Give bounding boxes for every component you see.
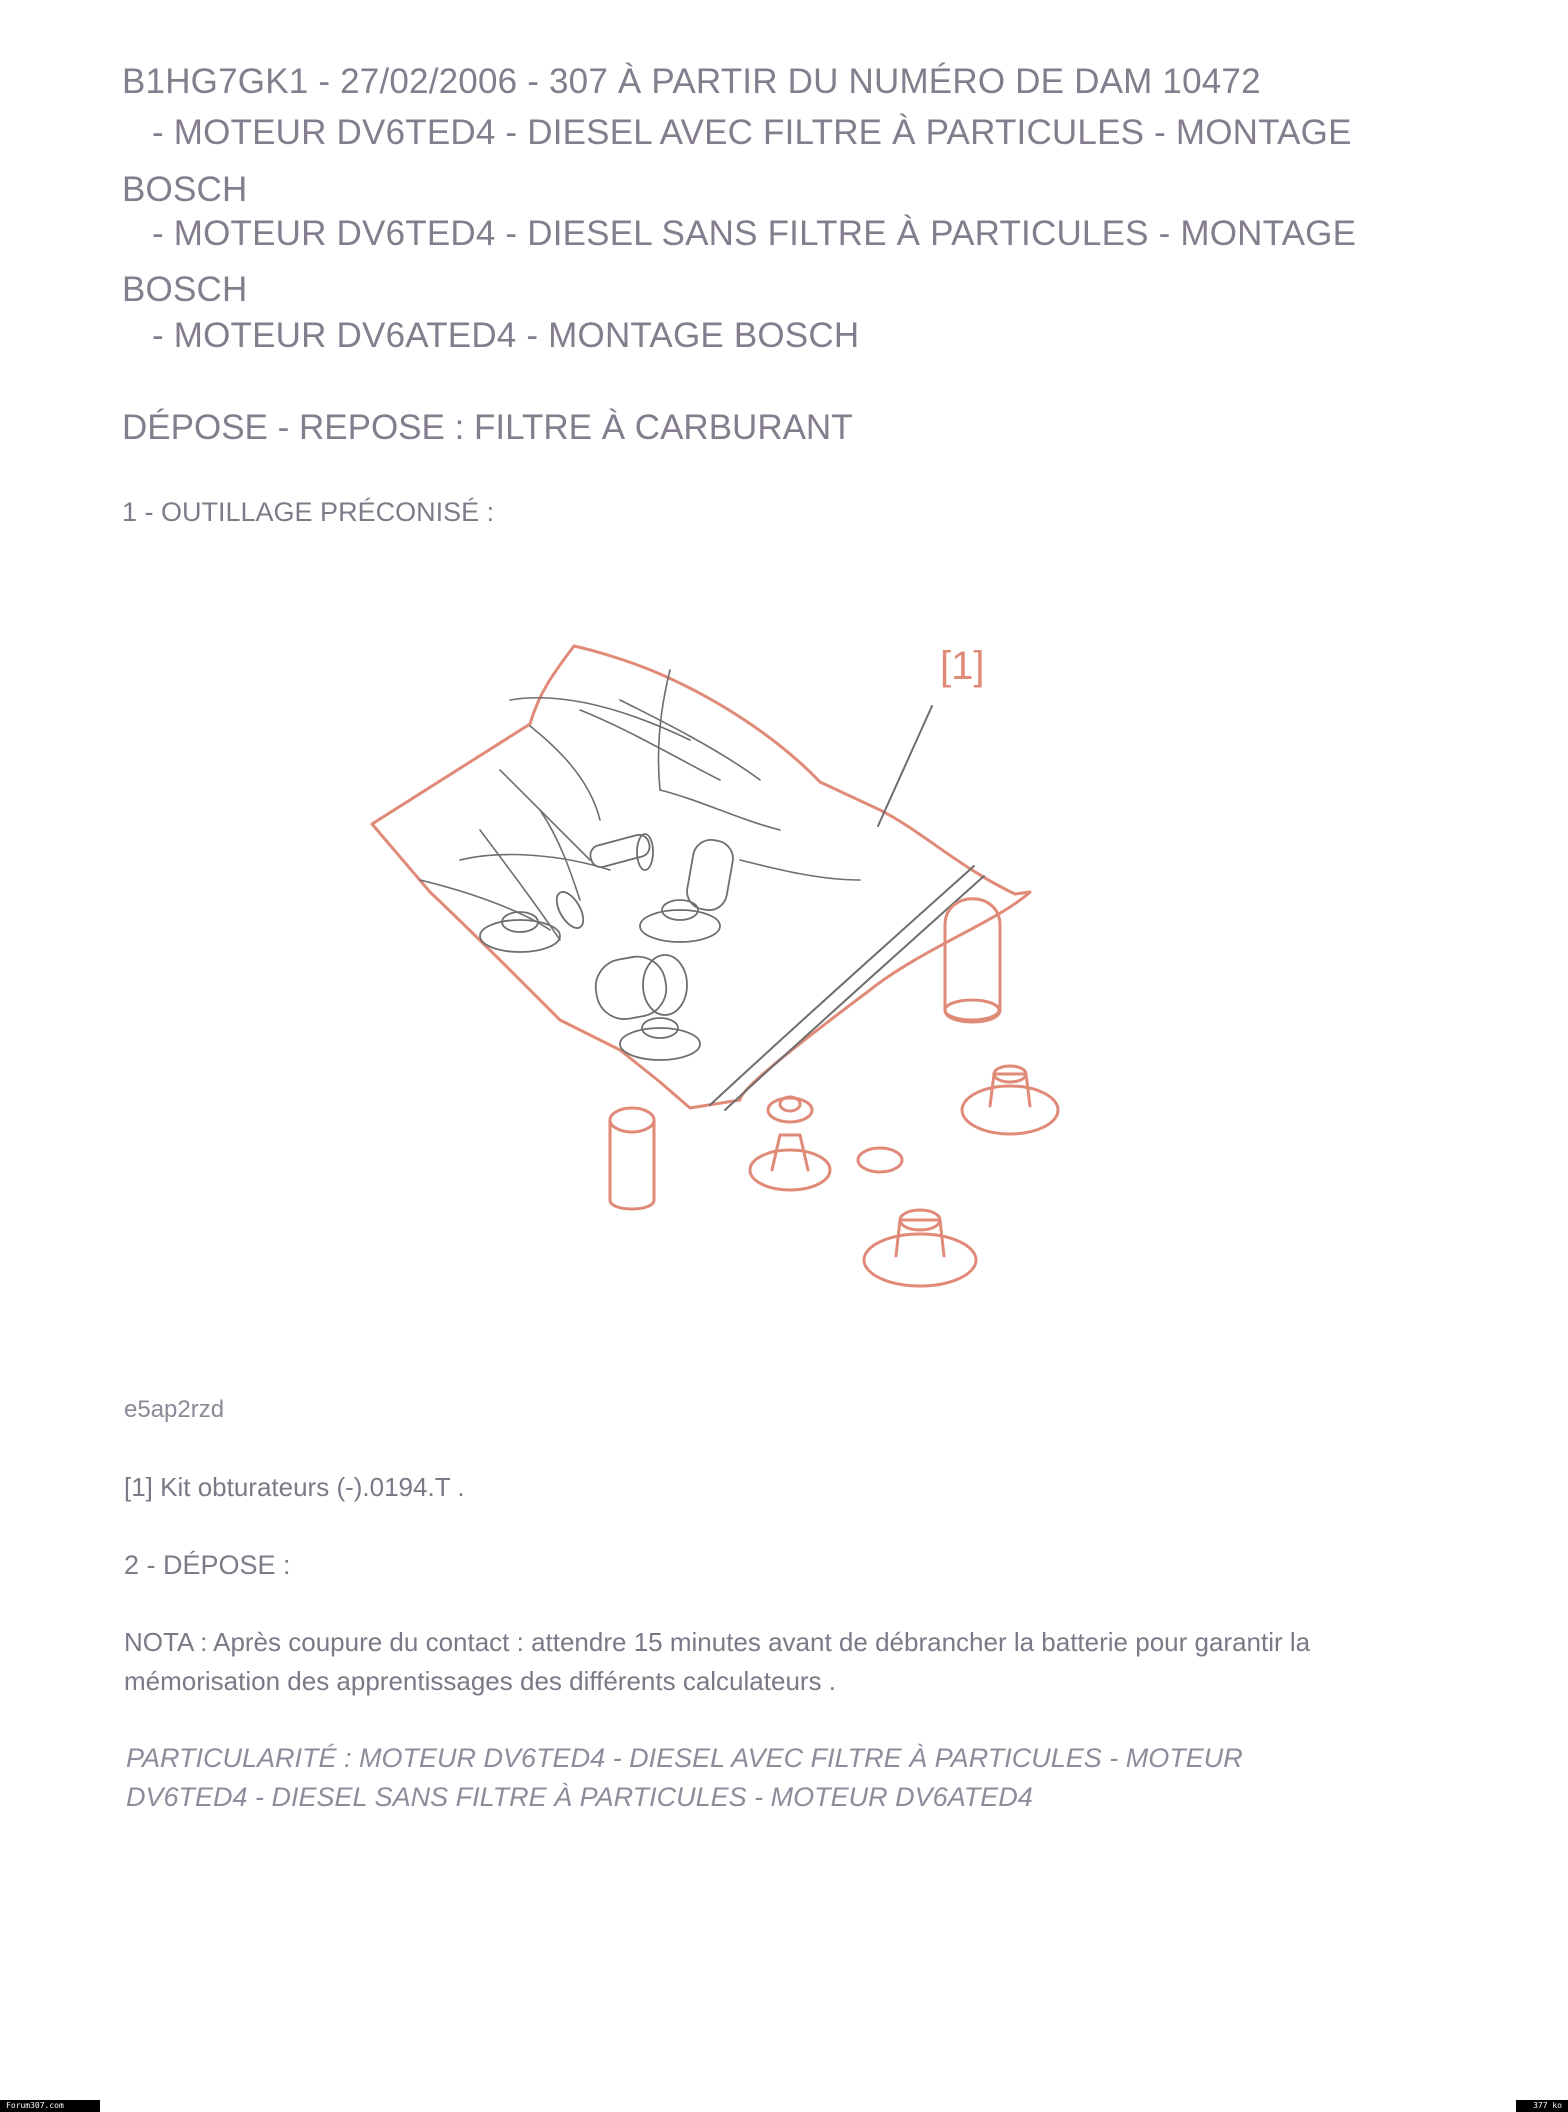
legend-item-1: [1] Kit obturateurs (-).0194.T . — [124, 1472, 465, 1502]
header-line-2: - MOTEUR DV6TED4 - DIESEL AVEC FILTRE À PARTICULES - MONTAGE — [152, 113, 1352, 152]
header-line-4: - MOTEUR DV6TED4 - DIESEL SANS FILTRE À PARTICULES - MONTAGE — [152, 214, 1357, 253]
standalone-plugs — [610, 899, 1058, 1286]
header-line-1: B1HG7GK1 - 27/02/2006 - 307 À PARTIR DU NUMÉRO DE DAM 10472 — [122, 62, 1261, 101]
header-line-5: BOSCH — [122, 270, 248, 309]
section-heading-depose: 2 - DÉPOSE : — [124, 1550, 291, 1580]
parts-inside-bag — [480, 833, 736, 1060]
callout-leader — [878, 706, 932, 826]
bag-folds — [420, 670, 860, 940]
nota-line-1: NOTA : Après coupure du contact : attendre 15 minutes avant de débrancher la batterie pour garantir la — [124, 1627, 1311, 1657]
figure-callout-label: [1] — [940, 644, 985, 688]
tool-kit-illustration — [360, 630, 1080, 1310]
page-title: DÉPOSE - REPOSE : FILTRE À CARBURANT — [122, 408, 853, 447]
figure-code: e5ap2rzd — [124, 1396, 225, 1423]
particularite-line-2: DV6TED4 - DIESEL SANS FILTRE À PARTICULES - MOTEUR DV6ATED4 — [126, 1782, 1033, 1812]
header-line-3: BOSCH — [122, 170, 248, 209]
footer-source-label: Forum307.com — [0, 2100, 100, 2112]
header-line-6: - MOTEUR DV6ATED4 - MONTAGE BOSCH — [152, 316, 860, 355]
footer-size-label: 377 ko — [1516, 2100, 1568, 2112]
bag-zip-seam — [710, 866, 984, 1110]
particularite-line-1: PARTICULARITÉ : MOTEUR DV6TED4 - DIESEL AVEC FILTRE À PARTICULES - MOTEUR — [126, 1743, 1243, 1773]
section-heading-tools: 1 - OUTILLAGE PRÉCONISÉ : — [122, 497, 495, 527]
nota-line-2: mémorisation des apprentissages des différents calculateurs . — [124, 1666, 837, 1696]
bag-outline — [372, 646, 1030, 1108]
